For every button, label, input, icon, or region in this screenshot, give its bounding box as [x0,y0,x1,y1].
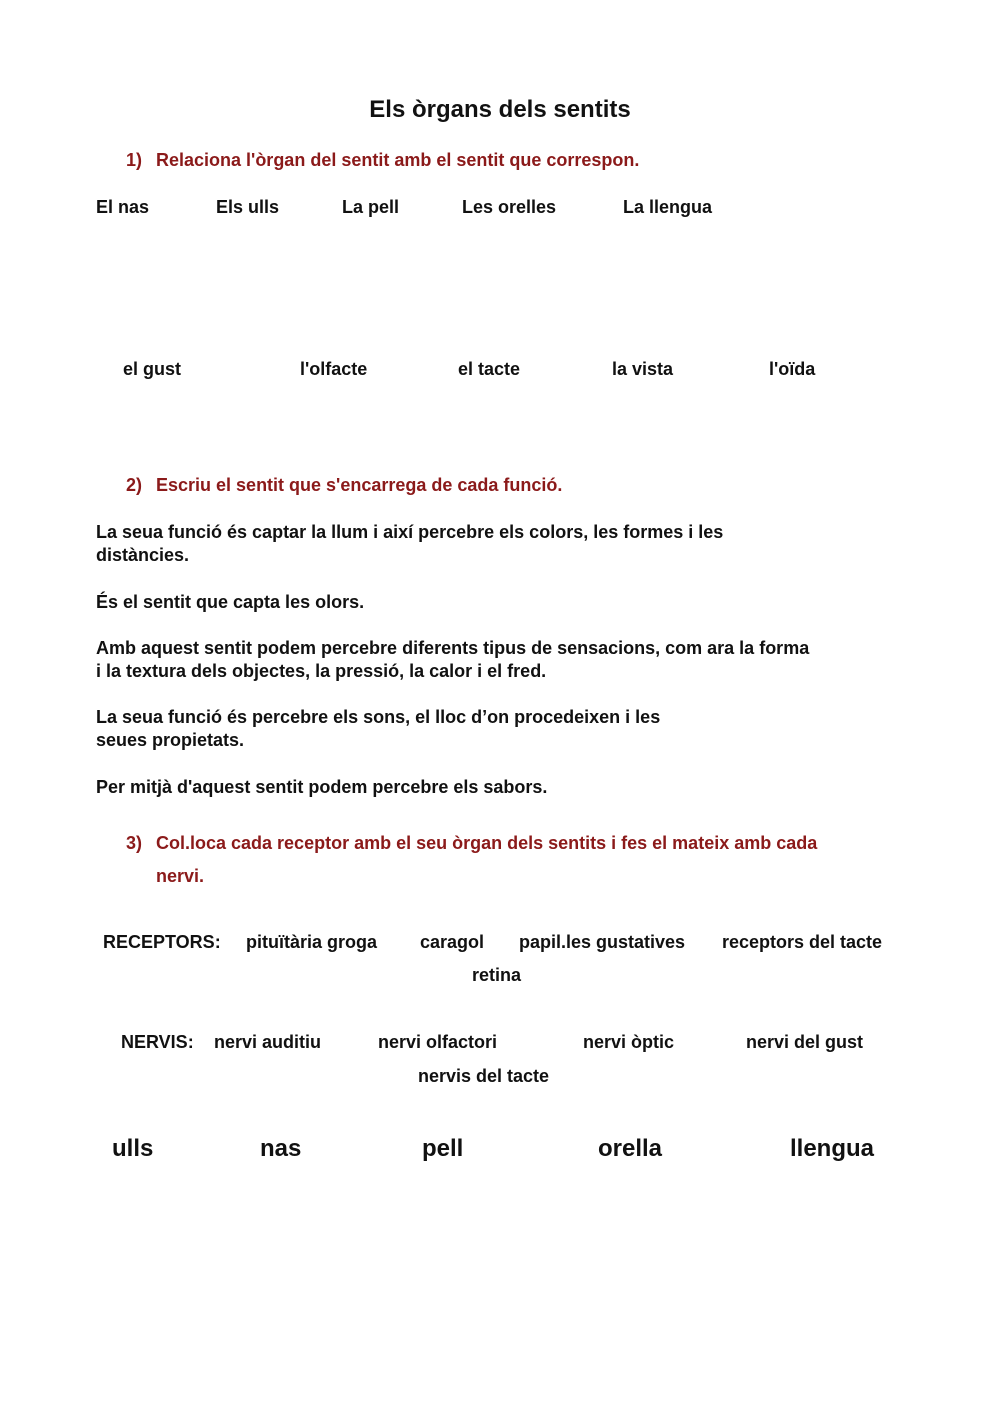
function-item [96,706,660,752]
organ-target[interactable]: nas [260,1135,302,1162]
question-2-text: Escriu el sentit que s'encarrega de cada funció. [156,475,563,495]
receptors-label: RECEPTORS: [103,932,221,952]
draggable-organ[interactable]: La llengua [623,197,713,217]
nerves-label: NERVIS: [121,1032,194,1052]
sense-target[interactable]: el gust [123,359,182,379]
sense-target[interactable]: l'olfacte [300,359,368,379]
sense-target[interactable]: l'oïda [769,359,816,379]
nerve-item[interactable]: nervi auditiu [214,1032,322,1052]
function-text: seues propietats. [96,730,245,750]
function-item [96,591,364,614]
receptor-item[interactable]: caragol [420,932,485,952]
sense-target[interactable]: el tacte [458,359,521,379]
function-text: Per mitjà d'aquest sentit podem percebre els sabors. [96,777,548,797]
function-item [96,521,723,567]
draggable-organ[interactable]: Les orelles [462,197,557,217]
function-text: La seua funció és percebre els sons, el lloc d’on procedeixen i les [96,707,661,727]
receptor-item[interactable]: receptors del tacte [722,932,883,952]
receptor-item[interactable]: papil.les gustatives [519,932,686,952]
draggable-organ[interactable]: Els ulls [216,197,280,217]
draggable-organ[interactable]: La pell [342,197,400,217]
nerve-item[interactable]: nervi del gust [746,1032,864,1052]
sense-target[interactable]: la vista [612,359,674,379]
question-1-text: Relaciona l'òrgan del sentit amb el sentit que correspon. [156,150,640,170]
page-title: Els òrgans dels sentits [369,96,631,123]
function-item [96,776,547,799]
organ-target[interactable]: pell [422,1135,464,1162]
function-text: La seua funció és captar la llum i així percebre els colors, les formes i les [96,522,724,542]
draggable-organ[interactable]: El nas [96,197,150,217]
nerve-item[interactable]: nervi olfactori [378,1032,498,1052]
function-item [96,637,809,683]
question-3-text-continued: nervi. [156,866,205,886]
question-3-text: Col.loca cada receptor amb el seu òrgan dels sentits i fes el mateix amb cada [156,833,818,853]
function-text: És el sentit que capta les olors. [96,592,365,612]
organ-target[interactable]: ulls [112,1135,154,1162]
question-2-number: 2) [126,475,143,495]
nerve-item[interactable]: nervis del tacte [418,1066,550,1086]
receptor-item[interactable]: pituïtària groga [246,932,378,952]
organ-target[interactable]: orella [598,1135,663,1162]
question-3-number: 3) [126,833,143,853]
function-text: Amb aquest sentit podem percebre diferents tipus de sensacions, com ara la forma [96,638,810,658]
receptor-item[interactable]: retina [472,965,522,985]
question-1-number: 1) [126,150,143,170]
function-text: distàncies. [96,545,190,565]
function-text: i la textura dels objectes, la pressió, la calor i el fred. [96,661,547,681]
nerve-item[interactable]: nervi òptic [583,1032,675,1052]
organ-target[interactable]: llengua [790,1135,875,1162]
